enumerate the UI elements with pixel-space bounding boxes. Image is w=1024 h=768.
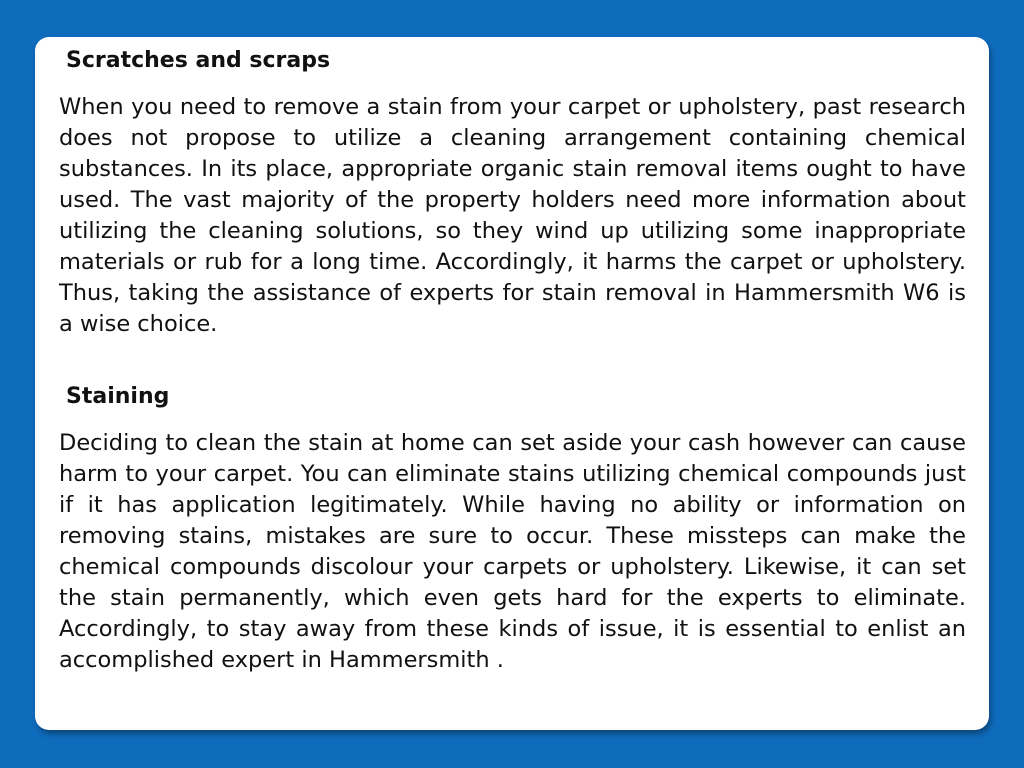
section-heading-scratches: Scratches and scraps xyxy=(66,48,331,73)
section-body-staining: Deciding to clean the stain at home can set aside your cash however can cause harm to your carpet. You can eliminate stains utilizing chemical compounds just if it has application legitimately. While having no ability or information on removing stains, mistakes are sure to occur. These missteps can make the chemical compounds discolour your carpets or upholstery. Likewise, it can set the stain permanently, which even gets hard for the experts to eliminate. Accordingly, to stay away from these kinds of issue, it is essential to enlist an accomplished expert in Hammersmith . xyxy=(59,430,966,673)
section-heading-staining: Staining xyxy=(66,384,170,409)
content-card xyxy=(35,37,989,730)
section-body-scratches: When you need to remove a stain from your carpet or upholstery, past research does not propose to utilize a cleaning arrangement containing chemical substances. In its place, appropriate organic stain removal items ought to have used. The vast majority of the property holders need more information about utilizing the cleaning solutions, so they wind up utilizing some inappropriate materials or rub for a long time. Accordingly, it harms the carpet or upholstery. Thus, taking the assistance of experts for stain removal in Hammersmith W6 is a wise choice. xyxy=(59,94,966,337)
